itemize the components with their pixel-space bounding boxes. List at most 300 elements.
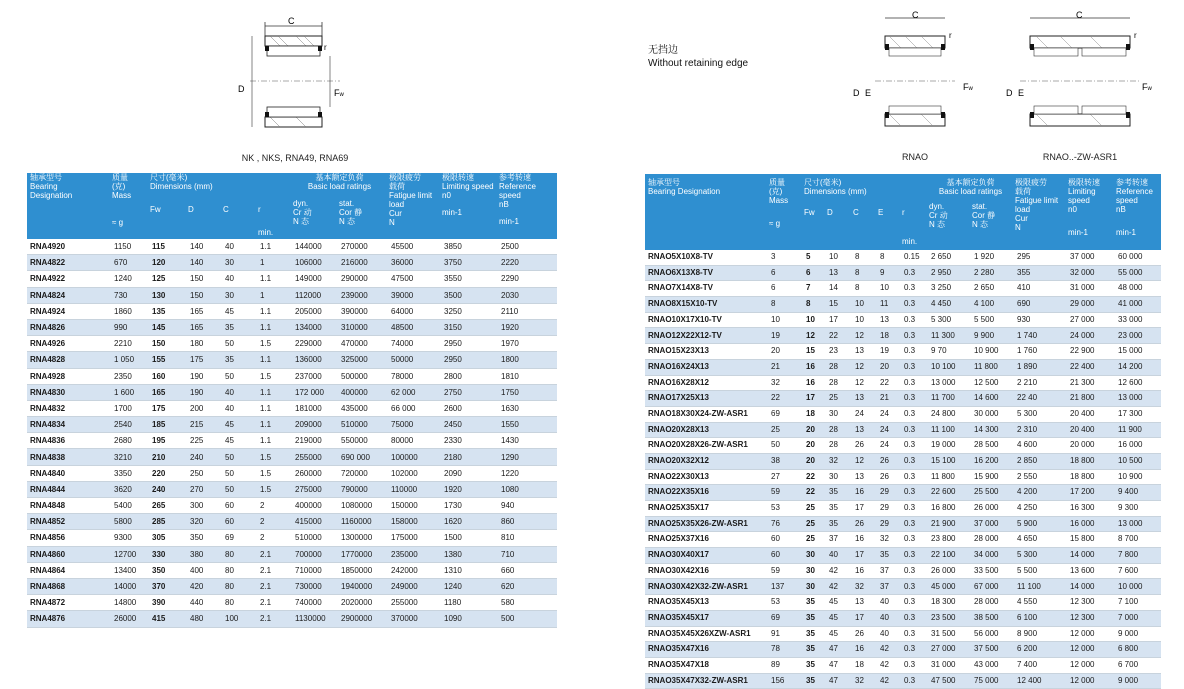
value-cell: 0.3	[899, 469, 926, 485]
value-cell: 26	[850, 516, 875, 532]
value-cell: 700000	[290, 546, 336, 562]
value-cell: 40	[875, 626, 899, 642]
col-load-header: 基本额定负荷 Basic load ratings	[290, 173, 386, 199]
asr1-r-label: r	[1134, 31, 1137, 40]
value-cell: 21	[875, 391, 899, 407]
value-cell: 1 740	[1012, 328, 1065, 344]
value-cell: 0.3	[899, 673, 926, 689]
value-cell: 45	[220, 417, 255, 433]
value-cell: 140	[185, 239, 220, 255]
designation-cell: RNAO10X17X10-TV	[645, 312, 766, 328]
value-cell: 860	[496, 514, 557, 530]
value-cell: 3620	[109, 481, 147, 497]
value-cell: 11 800	[926, 469, 969, 485]
value-cell: 1770000	[336, 546, 386, 562]
value-cell: 205000	[290, 303, 336, 319]
value-cell: 12 000	[1065, 626, 1113, 642]
designation-cell: RNA4876	[27, 611, 109, 627]
value-cell: 50000	[386, 352, 439, 368]
designation-cell: RNAO16X24X13	[645, 359, 766, 375]
value-cell: 400000	[290, 498, 336, 514]
value-cell: 30	[824, 406, 850, 422]
value-cell: 12	[850, 453, 875, 469]
designation-cell: RNAO30X42X16	[645, 563, 766, 579]
value-cell: 60 000	[1113, 250, 1161, 265]
value-cell: 7	[801, 281, 824, 297]
value-cell: 29	[875, 485, 899, 501]
value-cell: 47	[824, 657, 850, 673]
value-cell: 42	[875, 657, 899, 673]
value-cell: 160	[147, 368, 185, 384]
value-cell: 16	[850, 532, 875, 548]
col-mass-header: 质量 (克) Mass ≈ g	[109, 173, 147, 239]
value-cell: 50	[220, 449, 255, 465]
designation-cell: RNA4924	[27, 303, 109, 319]
designation-cell: RNA4830	[27, 384, 109, 400]
table-row	[27, 595, 557, 611]
value-cell: 37	[824, 532, 850, 548]
value-cell: 17	[850, 548, 875, 564]
value-cell: 175	[185, 352, 220, 368]
rcol-cor-header: stat. Cor 静 N 态	[969, 202, 1012, 250]
value-cell: 20	[766, 344, 801, 360]
value-cell: 18 300	[926, 595, 969, 611]
value-cell: 28	[824, 359, 850, 375]
value-cell: 3	[766, 250, 801, 265]
value-cell: 69	[766, 610, 801, 626]
value-cell: 11 300	[926, 328, 969, 344]
value-cell: 0.3	[899, 563, 926, 579]
value-cell: 415000	[290, 514, 336, 530]
left-bearing-diagram	[230, 14, 360, 139]
designation-cell: RNA4840	[27, 465, 109, 481]
value-cell: 8 900	[1012, 626, 1065, 642]
value-cell: 6	[801, 265, 824, 281]
table-row	[645, 328, 1161, 344]
value-cell: 4 200	[1012, 485, 1065, 501]
value-cell: 2110	[496, 303, 557, 319]
value-cell: 2 550	[1012, 469, 1065, 485]
value-cell: 50	[220, 465, 255, 481]
value-cell: 5 500	[969, 312, 1012, 328]
value-cell: 18 800	[1065, 453, 1113, 469]
designation-cell: RNA4928	[27, 368, 109, 384]
value-cell: 30	[801, 579, 824, 595]
value-cell: 260000	[290, 465, 336, 481]
value-cell: 1.1	[255, 271, 290, 287]
value-cell: 1810	[496, 368, 557, 384]
asr1-d-label: D	[1006, 88, 1013, 98]
table-row	[27, 384, 557, 400]
value-cell: 21 900	[926, 516, 969, 532]
value-cell: 40	[220, 400, 255, 416]
value-cell: 180	[185, 336, 220, 352]
value-cell: 26	[875, 453, 899, 469]
value-cell: 26 000	[926, 563, 969, 579]
value-cell: 14 000	[1065, 579, 1113, 595]
col-d-header: D	[185, 199, 220, 239]
value-cell: 5 900	[1012, 516, 1065, 532]
value-cell: 45	[220, 303, 255, 319]
value-cell: 1	[255, 287, 290, 303]
value-cell: 990	[109, 319, 147, 335]
value-cell: 25	[766, 422, 801, 438]
value-cell: 35	[220, 319, 255, 335]
value-cell: 3500	[439, 287, 496, 303]
value-cell: 35	[875, 548, 899, 564]
value-cell: 0.3	[899, 657, 926, 673]
value-cell: 8	[850, 250, 875, 265]
value-cell: 4 550	[1012, 595, 1065, 611]
value-cell: 12 300	[1065, 595, 1113, 611]
table-row	[27, 449, 557, 465]
value-cell: 12	[850, 375, 875, 391]
value-cell: 25	[801, 532, 824, 548]
value-cell: 40	[220, 271, 255, 287]
value-cell: 32	[850, 579, 875, 595]
designation-cell: RNAO22X30X13	[645, 469, 766, 485]
bearing-section-drawing	[230, 14, 360, 139]
value-cell: 2950	[439, 336, 496, 352]
value-cell: 150	[147, 336, 185, 352]
asr1-e-label: E	[1018, 88, 1025, 98]
designation-cell: RNA4852	[27, 514, 109, 530]
value-cell: 4 250	[1012, 501, 1065, 517]
table-row	[27, 239, 557, 255]
table-row	[645, 453, 1161, 469]
value-cell: 45	[220, 433, 255, 449]
value-cell: 3850	[439, 239, 496, 255]
value-cell: 2030	[496, 287, 557, 303]
value-cell: 23 500	[926, 610, 969, 626]
table-row	[27, 336, 557, 352]
value-cell: 19 000	[926, 438, 969, 454]
value-cell: 6 700	[1113, 657, 1161, 673]
value-cell: 0.3	[899, 579, 926, 595]
col-fw-header: Fw	[147, 199, 185, 239]
value-cell: 64000	[386, 303, 439, 319]
value-cell: 9 70	[926, 344, 969, 360]
value-cell: 225	[185, 433, 220, 449]
value-cell: 790000	[336, 481, 386, 497]
r-dim-label: r	[324, 43, 327, 52]
value-cell: 270	[185, 481, 220, 497]
value-cell: 35	[824, 516, 850, 532]
value-cell: 1730	[439, 498, 496, 514]
table-row	[27, 530, 557, 546]
value-cell: 265	[147, 498, 185, 514]
value-cell: 3550	[439, 271, 496, 287]
value-cell: 28 500	[969, 438, 1012, 454]
designation-cell: RNAO35X47X16	[645, 642, 766, 658]
value-cell: 12700	[109, 546, 147, 562]
value-cell: 50	[766, 438, 801, 454]
table-row	[645, 610, 1161, 626]
value-cell: 690 000	[336, 449, 386, 465]
value-cell: 1550	[496, 417, 557, 433]
value-cell: 1920	[439, 481, 496, 497]
value-cell: 500	[496, 611, 557, 627]
value-cell: 40	[220, 384, 255, 400]
value-cell: 420	[185, 578, 220, 594]
value-cell: 31 500	[926, 626, 969, 642]
value-cell: 237000	[290, 368, 336, 384]
value-cell: 150000	[386, 498, 439, 514]
value-cell: 35	[824, 501, 850, 517]
value-cell: 5400	[109, 498, 147, 514]
rnao-caption: RNAO	[901, 152, 928, 162]
value-cell: 120	[147, 255, 185, 271]
value-cell: 1310	[439, 562, 496, 578]
asr1-fw-label: Fw	[1142, 82, 1152, 92]
value-cell: 16	[801, 359, 824, 375]
value-cell: 7 400	[1012, 657, 1065, 673]
table-row	[645, 657, 1161, 673]
value-cell: 930	[1012, 312, 1065, 328]
rnao-spec-table	[645, 174, 1161, 689]
value-cell: 33 000	[1113, 312, 1161, 328]
value-cell: 370	[147, 578, 185, 594]
value-cell: 2950	[439, 352, 496, 368]
value-cell: 140	[185, 255, 220, 271]
value-cell: 1430	[496, 433, 557, 449]
value-cell: 15	[801, 344, 824, 360]
table-row	[645, 250, 1161, 265]
designation-cell: RNAO20X32X12	[645, 453, 766, 469]
rcol-c-header: C	[850, 202, 875, 250]
value-cell: 12 000	[1065, 642, 1113, 658]
value-cell: 20 400	[1065, 422, 1113, 438]
c-dim-label: C	[288, 16, 295, 26]
value-cell: 137	[766, 579, 801, 595]
value-cell: 144000	[290, 239, 336, 255]
value-cell: 0.3	[899, 610, 926, 626]
value-cell: 26 000	[969, 501, 1012, 517]
value-cell: 40	[824, 548, 850, 564]
value-cell: 15	[824, 297, 850, 313]
value-cell: 5	[801, 250, 824, 265]
value-cell: 22 100	[926, 548, 969, 564]
value-cell: 36000	[386, 255, 439, 271]
value-cell: 2 310	[1012, 422, 1065, 438]
value-cell: 38 500	[969, 610, 1012, 626]
value-cell: 10	[875, 281, 899, 297]
table-row	[645, 501, 1161, 517]
designation-cell: RNA4922	[27, 271, 109, 287]
table-row	[645, 312, 1161, 328]
value-cell: 1 600	[109, 384, 147, 400]
value-cell: 2 850	[1012, 453, 1065, 469]
value-cell: 32	[766, 375, 801, 391]
value-cell: 22	[801, 469, 824, 485]
value-cell: 8	[850, 265, 875, 281]
value-cell: 415	[147, 611, 185, 627]
value-cell: 1160000	[336, 514, 386, 530]
designation-cell: RNAO22X35X16	[645, 485, 766, 501]
designation-cell: RNA4836	[27, 433, 109, 449]
value-cell: 55 000	[1113, 265, 1161, 281]
designation-cell: RNA4832	[27, 400, 109, 416]
value-cell: 25	[824, 391, 850, 407]
designation-cell: RNAO12X22X12-TV	[645, 328, 766, 344]
value-cell: 41 000	[1113, 297, 1161, 313]
value-cell: 1220	[496, 465, 557, 481]
value-cell: 32	[824, 453, 850, 469]
table-row	[645, 485, 1161, 501]
value-cell: 102000	[386, 465, 439, 481]
value-cell: 18	[875, 328, 899, 344]
table-row	[645, 642, 1161, 658]
value-cell: 75000	[386, 417, 439, 433]
value-cell: 12 500	[969, 375, 1012, 391]
value-cell: 1130000	[290, 611, 336, 627]
table-row	[27, 578, 557, 594]
value-cell: 7 100	[1113, 595, 1161, 611]
value-cell: 32	[850, 673, 875, 689]
value-cell: 69	[220, 530, 255, 546]
designation-cell: RNA4872	[27, 595, 109, 611]
table-row	[27, 352, 557, 368]
value-cell: 1180	[439, 595, 496, 611]
rcol-load-header: 基本额定负荷 Basic load ratings	[926, 174, 1012, 202]
value-cell: 172 000	[290, 384, 336, 400]
value-cell: 15 100	[926, 453, 969, 469]
value-cell: 45	[824, 610, 850, 626]
value-cell: 11 800	[969, 359, 1012, 375]
value-cell: 30	[220, 287, 255, 303]
value-cell: 59	[766, 485, 801, 501]
value-cell: 12 000	[1065, 657, 1113, 673]
value-cell: 16 200	[969, 453, 1012, 469]
value-cell: 240	[147, 481, 185, 497]
value-cell: 125	[147, 271, 185, 287]
value-cell: 50	[220, 368, 255, 384]
value-cell: 17 300	[1113, 406, 1161, 422]
value-cell: 14800	[109, 595, 147, 611]
value-cell: 500000	[336, 368, 386, 384]
col-dimensions-header: 尺寸(毫米) Dimensions (mm)	[147, 173, 290, 199]
value-cell: 24 800	[926, 406, 969, 422]
value-cell: 4 100	[969, 297, 1012, 313]
value-cell: 2020000	[336, 595, 386, 611]
value-cell: 10	[850, 312, 875, 328]
value-cell: 158000	[386, 514, 439, 530]
rnao-e-label: E	[865, 88, 872, 98]
value-cell: 100	[220, 611, 255, 627]
rnao-c-label: C	[912, 10, 919, 20]
table-row	[27, 417, 557, 433]
value-cell: 115	[147, 239, 185, 255]
value-cell: 22	[801, 485, 824, 501]
value-cell: 150	[185, 271, 220, 287]
value-cell: 2.1	[255, 611, 290, 627]
table-row	[27, 287, 557, 303]
value-cell: 78	[766, 642, 801, 658]
table-row	[645, 673, 1161, 689]
value-cell: 2	[255, 530, 290, 546]
value-cell: 216000	[336, 255, 386, 271]
value-cell: 2180	[439, 449, 496, 465]
designation-cell: RNAO5X10X8-TV	[645, 250, 766, 265]
rnao-fw-label: Fw	[963, 82, 973, 92]
value-cell: 38	[766, 453, 801, 469]
col-r-header: r min.	[255, 199, 290, 239]
rcol-designation-header: 轴承型号 Bearing Designation	[645, 174, 766, 250]
value-cell: 21	[766, 359, 801, 375]
value-cell: 62 000	[386, 384, 439, 400]
value-cell: 400000	[336, 384, 386, 400]
designation-cell: RNAO8X15X10-TV	[645, 297, 766, 313]
value-cell: 33 500	[969, 563, 1012, 579]
value-cell: 37 500	[969, 642, 1012, 658]
value-cell: 242000	[386, 562, 439, 578]
designation-cell: RNAO25X35X17	[645, 501, 766, 517]
rnao-asr1-section-drawing	[1000, 10, 1160, 140]
value-cell: 235000	[386, 546, 439, 562]
value-cell: 60	[766, 532, 801, 548]
value-cell: 22	[824, 328, 850, 344]
value-cell: 50	[220, 336, 255, 352]
value-cell: 28 000	[969, 595, 1012, 611]
table-row	[645, 375, 1161, 391]
value-cell: 320	[185, 514, 220, 530]
designation-cell: RNAO20X28X13	[645, 422, 766, 438]
value-cell: 1	[255, 255, 290, 271]
value-cell: 0.3	[899, 312, 926, 328]
designation-cell: RNAO35X47X32-ZW-ASR1	[645, 673, 766, 689]
value-cell: 0.3	[899, 265, 926, 281]
value-cell: 32 000	[1065, 265, 1113, 281]
value-cell: 730000	[290, 578, 336, 594]
value-cell: 45 000	[926, 579, 969, 595]
value-cell: 76	[766, 516, 801, 532]
fw-dim-label: Fw	[334, 88, 344, 98]
table-row	[645, 626, 1161, 642]
value-cell: 5 300	[1012, 406, 1065, 422]
value-cell: 14 000	[1065, 548, 1113, 564]
value-cell: 720000	[336, 465, 386, 481]
value-cell: 6	[766, 265, 801, 281]
table-row	[27, 481, 557, 497]
value-cell: 31 000	[1065, 281, 1113, 297]
value-cell: 200	[185, 400, 220, 416]
value-cell: 10 000	[1113, 579, 1161, 595]
value-cell: 150	[185, 287, 220, 303]
table-row	[27, 400, 557, 416]
table-row	[645, 359, 1161, 375]
value-cell: 23 000	[1113, 328, 1161, 344]
value-cell: 390	[147, 595, 185, 611]
designation-cell: RNAO16X28X12	[645, 375, 766, 391]
value-cell: 2450	[439, 417, 496, 433]
designation-cell: RNAO35X47X18	[645, 657, 766, 673]
value-cell: 2.1	[255, 595, 290, 611]
value-cell: 5 300	[1012, 548, 1065, 564]
rcol-limit-speed-header: 极限转速 Limiting speed n0 min-1	[1065, 174, 1113, 250]
value-cell: 25	[801, 516, 824, 532]
value-cell: 47	[824, 642, 850, 658]
value-cell: 24	[875, 438, 899, 454]
value-cell: 66 000	[386, 400, 439, 416]
value-cell: 12	[801, 328, 824, 344]
table-row	[645, 469, 1161, 485]
value-cell: 710	[496, 546, 557, 562]
table-row	[645, 281, 1161, 297]
value-cell: 80	[220, 562, 255, 578]
value-cell: 239000	[336, 287, 386, 303]
value-cell: 8	[766, 297, 801, 313]
value-cell: 42	[875, 673, 899, 689]
